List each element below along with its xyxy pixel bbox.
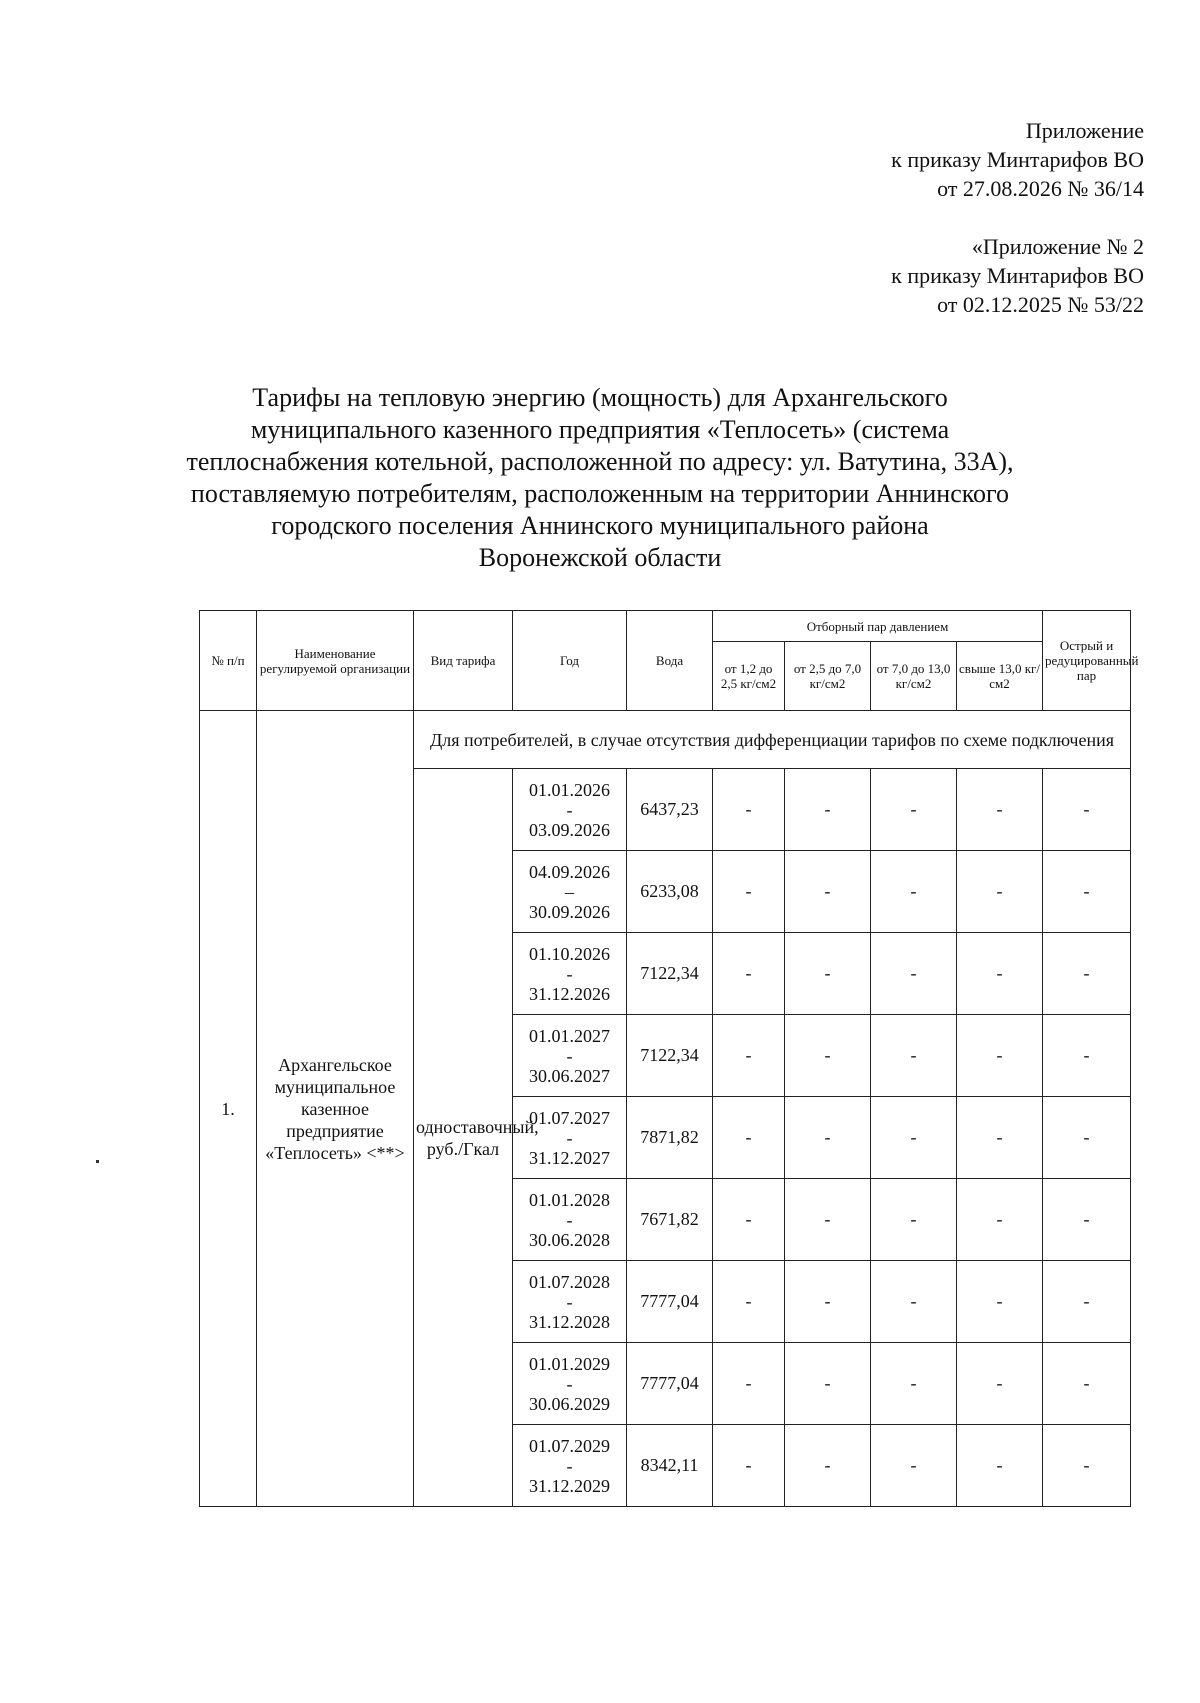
appendix-line: «Приложение № 2 (971, 234, 1144, 259)
water-value: 7871,82 (627, 1097, 713, 1179)
period-sep: – (565, 881, 574, 902)
tariff-table (199, 610, 1139, 1507)
water-value: 7777,04 (627, 1261, 713, 1343)
appendix-line: к приказу Минтарифов ВО (891, 263, 1144, 288)
water-value: 7777,04 (627, 1343, 713, 1425)
steam-value: - (871, 1343, 957, 1425)
period-cell (513, 1179, 627, 1261)
steam-value: - (785, 1097, 871, 1179)
period-from: 01.01.2028 (529, 1189, 610, 1210)
period-from: 04.09.2026 (529, 861, 610, 882)
steam-value: - (1043, 1097, 1131, 1179)
period-sep: - (566, 1373, 573, 1394)
header-num: № п/п (200, 611, 257, 711)
header-steam-2: от 2,5 до 7,0 кг/см2 (785, 642, 871, 711)
appendix-header (891, 116, 1144, 203)
steam-value: - (713, 851, 785, 933)
steam-value: - (713, 933, 785, 1015)
steam-value: - (1043, 1015, 1131, 1097)
title-line: Тарифы на тепловую энергию (мощность) для Архангельского (252, 383, 948, 412)
period-from: 01.01.2026 (529, 779, 610, 800)
steam-value: - (713, 769, 785, 851)
section-label: Для потребителей, в случае отсутствия дифференциации тарифов по схеме подключения (414, 711, 1131, 769)
steam-value: - (871, 933, 957, 1015)
title-line: городского поселения Аннинского муниципального района (271, 511, 929, 540)
period-to: 30.06.2028 (529, 1229, 610, 1250)
steam-value: - (957, 1015, 1043, 1097)
period-to: 03.09.2026 (529, 819, 610, 840)
header-steam-3: от 7,0 до 13,0 кг/см2 (871, 642, 957, 711)
steam-value: - (957, 769, 1043, 851)
period-from: 01.01.2029 (529, 1353, 610, 1374)
period-to: 30.06.2029 (529, 1393, 610, 1414)
steam-value: - (713, 1261, 785, 1343)
period-to: 30.06.2027 (529, 1065, 610, 1086)
steam-value: - (713, 1425, 785, 1507)
water-value: 7122,34 (627, 1015, 713, 1097)
period-from: 01.07.2027 (529, 1107, 610, 1128)
steam-value: - (1043, 1261, 1131, 1343)
tariff-type: одноставочный, руб./Гкал (414, 769, 513, 1507)
steam-value: - (1043, 1425, 1131, 1507)
steam-value: - (785, 851, 871, 933)
header-steam-group: Отборный пар давлением (713, 611, 1043, 642)
steam-value: - (957, 1261, 1043, 1343)
period-cell (513, 1343, 627, 1425)
steam-value: - (957, 1179, 1043, 1261)
header-tariff-type: Вид тарифа (414, 611, 513, 711)
period-sep: - (566, 1455, 573, 1476)
appendix-original (891, 232, 1144, 319)
period-to: 31.12.2027 (529, 1147, 610, 1168)
steam-value: - (785, 1015, 871, 1097)
steam-value: - (1043, 1343, 1131, 1425)
period-to: 31.12.2029 (529, 1475, 610, 1496)
period-sep: - (566, 1291, 573, 1312)
steam-value: - (1043, 851, 1131, 933)
title-line: Воронежской области (478, 543, 722, 572)
header-steam-4: свыше 13,0 кг/см2 (957, 642, 1043, 711)
header-steam-1: от 1,2 до 2,5 кг/см2 (713, 642, 785, 711)
steam-value: - (871, 1179, 957, 1261)
row-number: 1. (200, 711, 257, 1507)
appendix-line: к приказу Минтарифов ВО (891, 147, 1144, 172)
period-cell (513, 1097, 627, 1179)
period-to: 30.09.2026 (529, 901, 610, 922)
period-cell (513, 1015, 627, 1097)
steam-value: - (785, 769, 871, 851)
period-to: 31.12.2028 (529, 1311, 610, 1332)
period-sep: - (566, 1209, 573, 1230)
steam-value: - (957, 1097, 1043, 1179)
steam-value: - (871, 1425, 957, 1507)
period-sep: - (566, 1127, 573, 1148)
water-value: 6233,08 (627, 851, 713, 933)
steam-value: - (957, 1425, 1043, 1507)
steam-value: - (957, 851, 1043, 933)
steam-value: - (713, 1343, 785, 1425)
steam-value: - (871, 1261, 957, 1343)
scan-speck (96, 1160, 99, 1163)
header-org: Наименование регулируемой организации (257, 611, 414, 711)
period-cell (513, 1425, 627, 1507)
steam-value: - (871, 769, 957, 851)
title-line: поставляемую потребителям, расположенным на территории Аннинского (190, 479, 1010, 508)
steam-value: - (871, 1097, 957, 1179)
appendix-line: от 02.12.2025 № 53/22 (937, 292, 1144, 317)
period-sep: - (566, 1045, 573, 1066)
header-year: Год (513, 611, 627, 711)
period-cell (513, 769, 627, 851)
period-from: 01.10.2026 (529, 943, 610, 964)
water-value: 7122,34 (627, 933, 713, 1015)
appendix-line: от 27.08.2026 № 36/14 (937, 176, 1144, 201)
period-cell (513, 1261, 627, 1343)
steam-value: - (1043, 933, 1131, 1015)
period-cell (513, 851, 627, 933)
steam-value: - (871, 851, 957, 933)
appendix-line: Приложение (1025, 118, 1144, 143)
water-value: 8342,11 (627, 1425, 713, 1507)
period-from: 01.01.2027 (529, 1025, 610, 1046)
org-name: Архангельское муниципальное казенное предприятие «Теплосеть» <**> (257, 711, 414, 1507)
steam-value: - (957, 1343, 1043, 1425)
steam-value: - (713, 1015, 785, 1097)
steam-value: - (713, 1179, 785, 1261)
period-from: 01.07.2029 (529, 1435, 610, 1456)
document-title (170, 382, 1030, 574)
period-from: 01.07.2028 (529, 1271, 610, 1292)
header-water: Вода (627, 611, 713, 711)
steam-value: - (957, 933, 1043, 1015)
title-line: теплоснабжения котельной, расположенной по адресу: ул. Ватутина, 33А), (186, 447, 1014, 476)
period-sep: - (566, 963, 573, 984)
water-value: 6437,23 (627, 769, 713, 851)
steam-value: - (785, 1343, 871, 1425)
water-value: 7671,82 (627, 1179, 713, 1261)
period-to: 31.12.2026 (529, 983, 610, 1004)
period-cell (513, 933, 627, 1015)
steam-value: - (785, 1179, 871, 1261)
steam-value: - (1043, 1179, 1131, 1261)
steam-value: - (785, 1261, 871, 1343)
steam-value: - (713, 1097, 785, 1179)
steam-value: - (871, 1015, 957, 1097)
steam-value: - (785, 933, 871, 1015)
period-sep: - (566, 799, 573, 820)
header-sharp-steam: Острый и редуцированный пар (1043, 611, 1131, 711)
steam-value: - (1043, 769, 1131, 851)
title-line: муниципального казенного предприятия «Теплосеть» (система (250, 415, 950, 444)
steam-value: - (785, 1425, 871, 1507)
